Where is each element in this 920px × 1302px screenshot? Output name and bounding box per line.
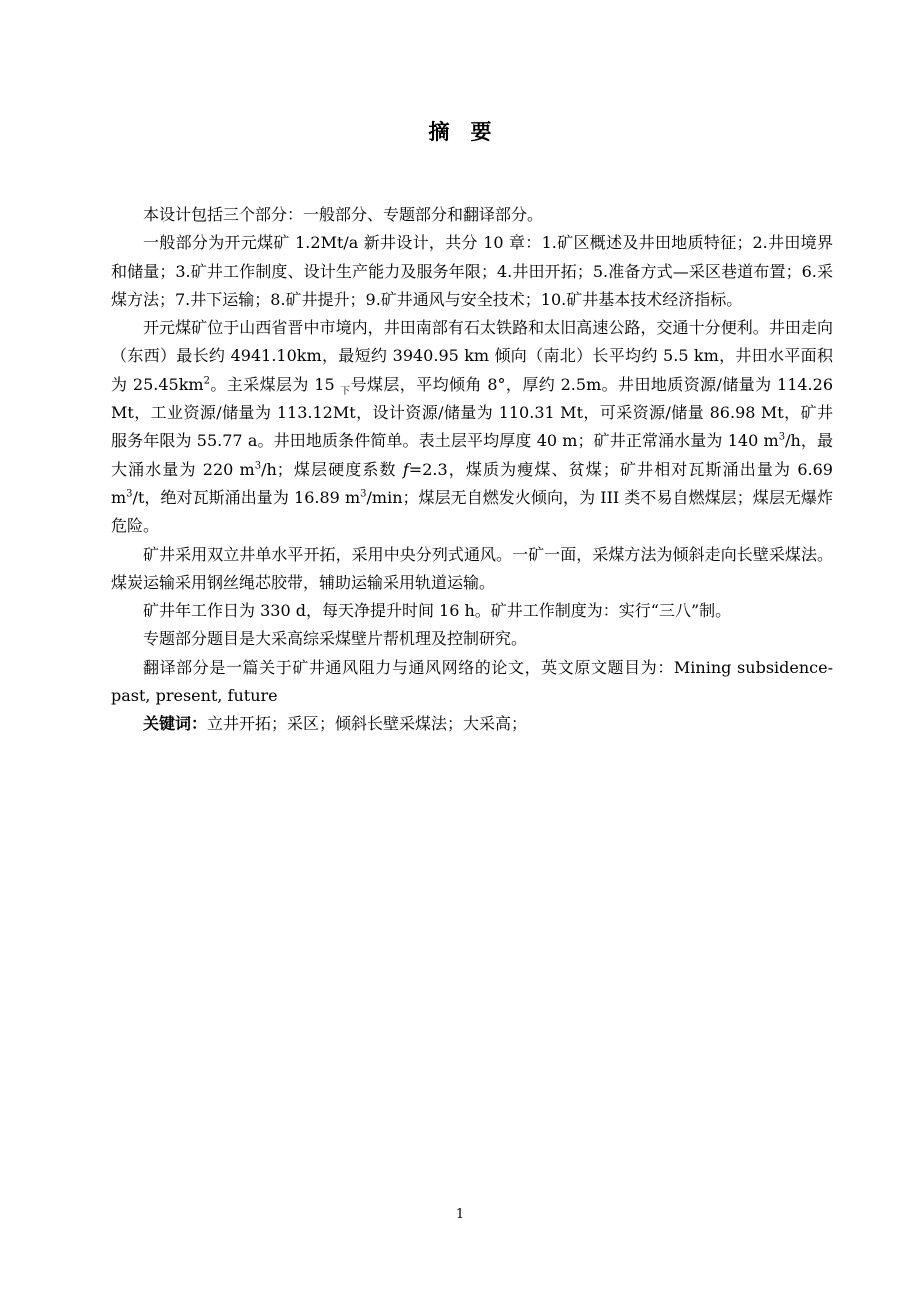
superscript: 2: [203, 375, 210, 387]
paragraph-mine-overview: [111, 314, 833, 540]
abstract-title-text: 摘 要: [428, 120, 492, 144]
text-run: =2.3，煤质为瘦煤、贫煤；矿井相对瓦斯涌出量为 6.69 m: [111, 459, 833, 507]
abstract-body: [111, 201, 833, 739]
superscript: 3: [254, 460, 262, 472]
keywords-label: 关键词：: [143, 714, 208, 734]
paragraph-special-topic: 专题部分题目是大采高综采煤壁片帮机理及控制研究。: [143, 629, 528, 649]
paragraph-intro: 本设计包括三个部分：一般部分、专题部分和翻译部分。: [143, 205, 544, 224]
text-run: /min；煤层无自燃发火倾向，为 III 类不易自燃煤层；煤层无爆炸危险。: [111, 487, 833, 536]
paragraph-translation: 翻译部分是一篇关于矿井通风阻力与通风网络的论文，英文原文题目为：Mining subsidence- past, present, future: [111, 657, 833, 706]
subscript: 下: [340, 385, 351, 397]
text-run: /h；煤层硬度系数: [261, 459, 403, 479]
text-run: /t，绝对瓦斯涌出量为 16.89 m: [132, 487, 361, 507]
text-run: 开元煤矿位于山西省晋中市境内，井田南部有石太铁路和太旧高速公路，交通十分便利。井田走向（东西）最长约 4941.10km，最短约 3940.95 km 倾向（南北）长平均约 5.5 km，井田水平面积为 25.45km: [111, 318, 833, 394]
keywords-line: [111, 710, 833, 738]
italic-variable: f: [402, 459, 409, 479]
superscript: 3: [126, 488, 133, 500]
text-run: 。主采煤层为 15: [209, 374, 341, 394]
paragraph-work-schedule: 矿井年工作日为 330 d，每天净提升时间 16 h。矿井工作制度为：实行“三八”制。: [143, 601, 732, 621]
text-run: /h，最大涌水量为 220 m: [111, 431, 833, 479]
abstract-title: [0, 118, 920, 146]
paragraph-general-part: 一般部分为开元煤矿 1.2Mt/a 新井设计，共分 10 章：1.矿区概述及井田地质特征；2.井田境界和储量；3.矿井工作制度、设计生产能力及服务年限；4.井田开拓；5.准备方式—采区巷道布置；6.采煤方法；7.井下运输；8.矿井提升；9.矿井通风与安全技术；10.矿井基本技术经济指标。: [111, 233, 833, 309]
superscript: 3: [360, 488, 367, 500]
page-number: 1: [455, 1207, 465, 1222]
paragraph-development: 矿井采用双立井单水平开拓，采用中央分列式通风。一矿一面，采煤方法为倾斜走向长壁采煤法。煤炭运输采用钢丝绳芯胶带，辅助运输采用轨道运输。: [111, 544, 833, 592]
superscript: 3: [778, 432, 786, 444]
text-run: 号煤层，平均倾角 8°，厚约 2.5m。井田地质资源/储量为 114.26 Mt，工业资源/储量为 113.12Mt，设计资源/储量为 110.31 Mt，可采资源/储量 86.98 Mt，矿井服务年限为 55.77 a。井田地质条件简单。表土层平均厚度 40 m；矿井正常涌水量为 140 m: [111, 374, 833, 451]
keywords-text: 立井开拓；采区；倾斜长壁采煤法；大采高；: [207, 714, 528, 734]
